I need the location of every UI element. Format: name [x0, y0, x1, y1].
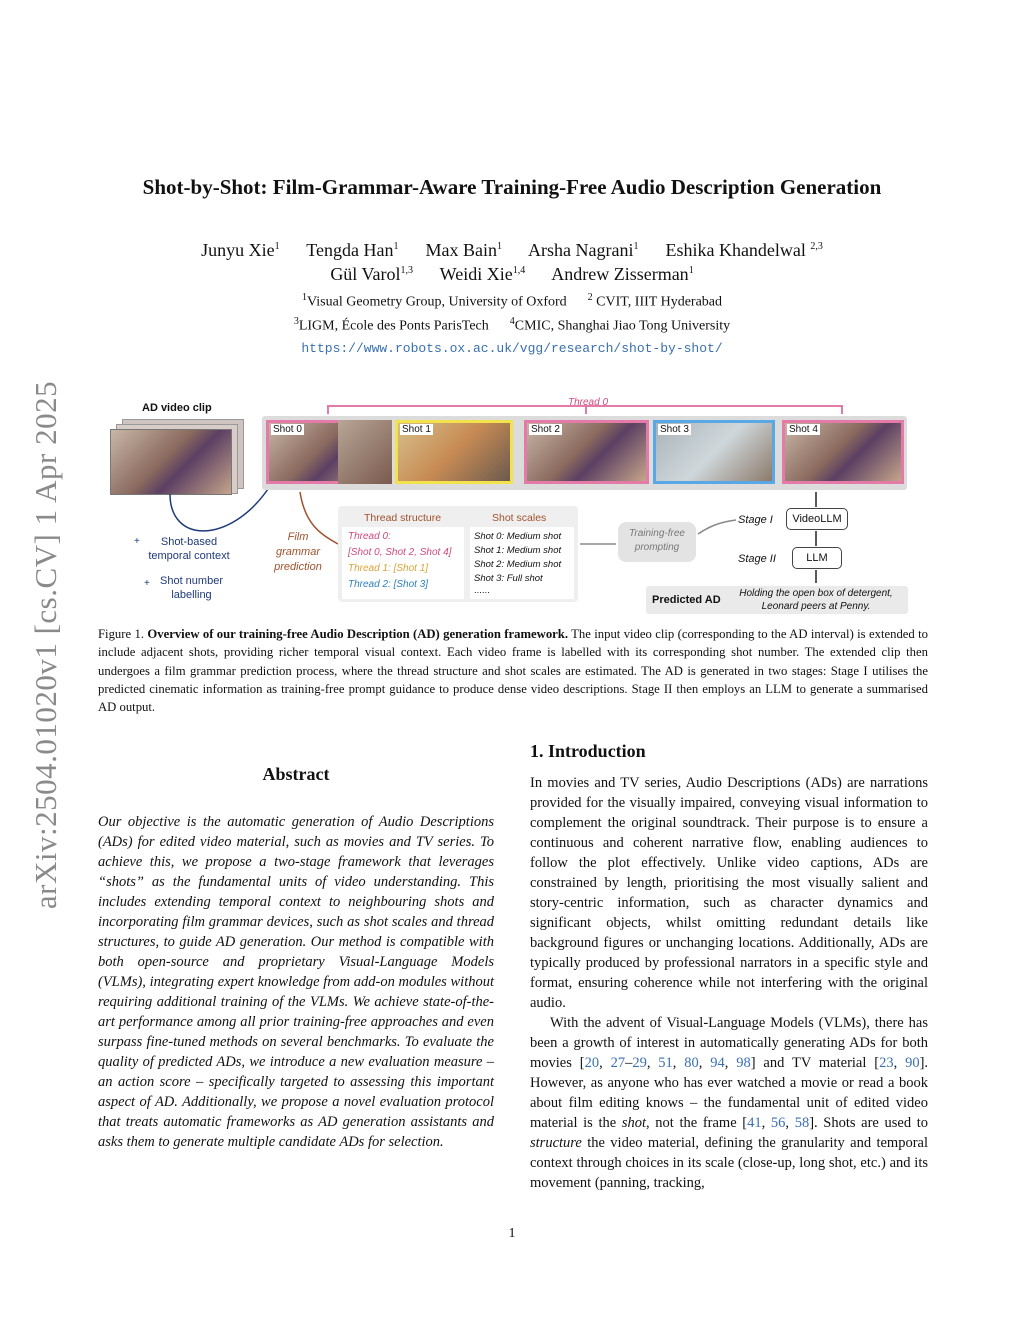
author: Max Bain$^1$: [425, 240, 502, 260]
shot-4-frame: [782, 420, 904, 484]
citation[interactable]: 27: [610, 1055, 626, 1071]
citation[interactable]: 80: [684, 1055, 699, 1071]
shot-scale-line: Shot 3: Full shot: [474, 573, 543, 584]
arrow-to-stage1: [698, 520, 736, 534]
predicted-ad-text: Holding the open box of detergent, Leonard peers at Penny.: [739, 588, 893, 612]
plus-sign: +: [134, 536, 140, 547]
thread-0-label: Thread 0: [568, 397, 609, 408]
predicted-ad-label: Predicted AD: [652, 594, 721, 606]
citation[interactable]: 56: [770, 1115, 786, 1131]
author-line-1: [60, 240, 964, 261]
abstract-heading: Abstract: [262, 764, 330, 784]
introduction-body: [530, 773, 928, 1193]
shot-0-label: Shot 0: [273, 424, 302, 435]
shot-2-label: Shot 2: [531, 424, 560, 435]
shot-scale-line: Shot 2: Medium shot: [474, 559, 562, 570]
citation[interactable]: 94: [710, 1055, 725, 1071]
shot-scales-header: Shot scales: [492, 512, 547, 524]
citation[interactable]: 51: [658, 1055, 673, 1071]
arxiv-identifier: arXiv:2504.01020v1 [cs.CV] 1 Apr 2025: [28, 380, 63, 910]
citation[interactable]: 98: [736, 1055, 751, 1071]
author: Tengda Han$^1$: [306, 240, 399, 260]
author: Gül Varol$^{1,3}$: [330, 264, 413, 284]
plus-sign: +: [144, 578, 150, 589]
film-grammar-label: Film grammar prediction: [274, 531, 322, 573]
shot-1-frame: [395, 420, 513, 484]
paper-title: Shot-by-Shot: Film-Grammar-Aware Training-Free Audio Description Generation: [142, 175, 882, 199]
author-line-2: [60, 264, 964, 285]
clip-label: AD video clip: [142, 402, 212, 414]
curved-arrow-context: [170, 489, 268, 531]
stage-2-label: Stage II: [738, 553, 776, 565]
thread-line: Thread 0:: [348, 531, 391, 542]
thread-line: Thread 2: [Shot 3]: [348, 579, 429, 590]
prompting-label: Training-free prompting: [629, 528, 685, 553]
llm-box: LLM: [792, 547, 842, 569]
affiliations-line-1: $^1$Visual Geometry Group, University of Oxford $^2$ CVIT, IIIT Hyderabad: [302, 292, 722, 310]
thread-line: Thread 1: [Shot 1]: [348, 563, 429, 574]
shot-0-frame-extension: [338, 420, 392, 484]
figure-1: [100, 394, 930, 616]
author: Eshika Khandelwal $^{2,3}$: [665, 240, 823, 260]
shot-4-label: Shot 4: [789, 424, 818, 435]
citation[interactable]: 29: [632, 1055, 647, 1071]
intro-paragraph-1: In movies and TV series, Audio Descriptions (ADs) are narrations provided for the visually impaired, conveying visual information to complement the original soundtrack. Their purpose is to ensure a continuous and coherent narrative flow, enabling audiences to follow the plot effectively. Unlike video captions, ADs are constrained by length, prioritising the most visually salient and story-centric information, such as character dynamics and significant objects, whilst omitting redundant details like background figures or unchanging locations. Additionally, ADs are typically produced by professional narrators in a specific style and format, ensuring coherence while not interfering with the original audio.: [530, 775, 928, 1011]
thread-structure-header: Thread structure: [364, 512, 442, 524]
intro-paragraph-2: With the advent of Visual-Language Models (VLMs), there has been a growth of interest in automatically generating ADs for both movies [20, 27–29, 51, 80, 94, 98] and TV material [23, 90]. However, as anyone who has ever watched a movie or read a book about film editing knows – the fundamental unit of edited video material is the shot, not the frame [41, 56, 58]. Shots are used to structure the video material, defining the granularity and temporal context through choices in its scale (close-up, long shot, etc.) and its movement (panning, tracking,: [530, 1015, 929, 1191]
section-heading-introduction: 1. Introduction: [530, 741, 646, 761]
shot-3-label: Shot 3: [660, 424, 689, 435]
author: Andrew Zisserman$^1$: [551, 264, 694, 284]
citation[interactable]: 20: [584, 1055, 600, 1071]
citation[interactable]: 90: [905, 1055, 920, 1071]
figure-caption: Figure 1. Overview of our training-free Audio Description (AD) generation framework. The input video clip (corresponding to the AD interval) is extended to include adjacent shots, providing richer temporal visual context. Each video frame is labelled with its corresponding shot number. The extended clip then undergoes a film grammar prediction process, where the thread structure and shot scales are estimated. The AD is generated in two stages: Stage I utilises the predicted cinematic information as training-free prompt guidance to produce dense video descriptions. Stage II then employs an LLM to generate a summarised AD output.: [98, 627, 928, 715]
videollm-box: VideoLLM: [786, 508, 848, 530]
stage-1-label: Stage I: [738, 514, 773, 526]
shot-scale-line: ......: [474, 585, 490, 596]
author: Weidi Xie$^{1,4}$: [439, 264, 526, 284]
affiliations-line-2: $^3$LIGM, École des Ponts ParisTech $^4$CMIC, Shanghai Jiao Tong University: [293, 316, 731, 334]
note-temporal-context: Shot-based temporal context: [148, 536, 230, 562]
thread-line: [Shot 0, Shot 2, Shot 4]: [348, 547, 452, 558]
shot-3-frame: [653, 420, 775, 484]
project-url[interactable]: https://www.robots.ox.ac.uk/vgg/research/shot-by-shot/: [301, 341, 723, 356]
citation[interactable]: 58: [794, 1115, 810, 1131]
page-number: 1: [508, 1226, 516, 1241]
author: Junyu Xie$^1$: [201, 240, 280, 260]
shot-2-frame: [524, 420, 649, 484]
citation[interactable]: 41: [747, 1115, 762, 1131]
shot-1-label: Shot 1: [402, 424, 431, 435]
shot-scale-line: Shot 0: Medium shot: [474, 531, 562, 542]
shot-scales-box: [470, 527, 574, 599]
thread-structure-box: [342, 527, 464, 599]
note-shot-labelling: Shot number labelling: [160, 575, 223, 601]
author: Arsha Nagrani$^1$: [527, 240, 639, 260]
citation[interactable]: 23: [879, 1055, 894, 1071]
abstract-body: Our objective is the automatic generation of Audio Descriptions (ADs) for edited video material, such as movies and TV series. To achieve this, we propose a two-stage framework that leverages “shots” as the fundamental units of video understanding. This includes extending temporal context to neighbouring shots and incorporating film grammar devices, such as shot scales and thread structures, to guide AD generation. Our method is compatible with both open-source and proprietary Visual-Language Models (VLMs), integrating expert knowledge from add-on modules without requiring additional training of the VLMs. We achieve state-of-the-art performance among all prior training-free approaches and even surpass fine-tuned methods on several benchmarks. To evaluate the quality of predicted ADs, we introduce a new evaluation measure – an action score – specifically targeted to assessing this important aspect of AD. Additionally, we propose a novel evaluation protocol that treats automatic frameworks as AD generation assistants and asks them to generate multiple candidate ADs for selection.: [98, 814, 494, 1150]
shot-scale-line: Shot 1: Medium shot: [474, 545, 562, 556]
